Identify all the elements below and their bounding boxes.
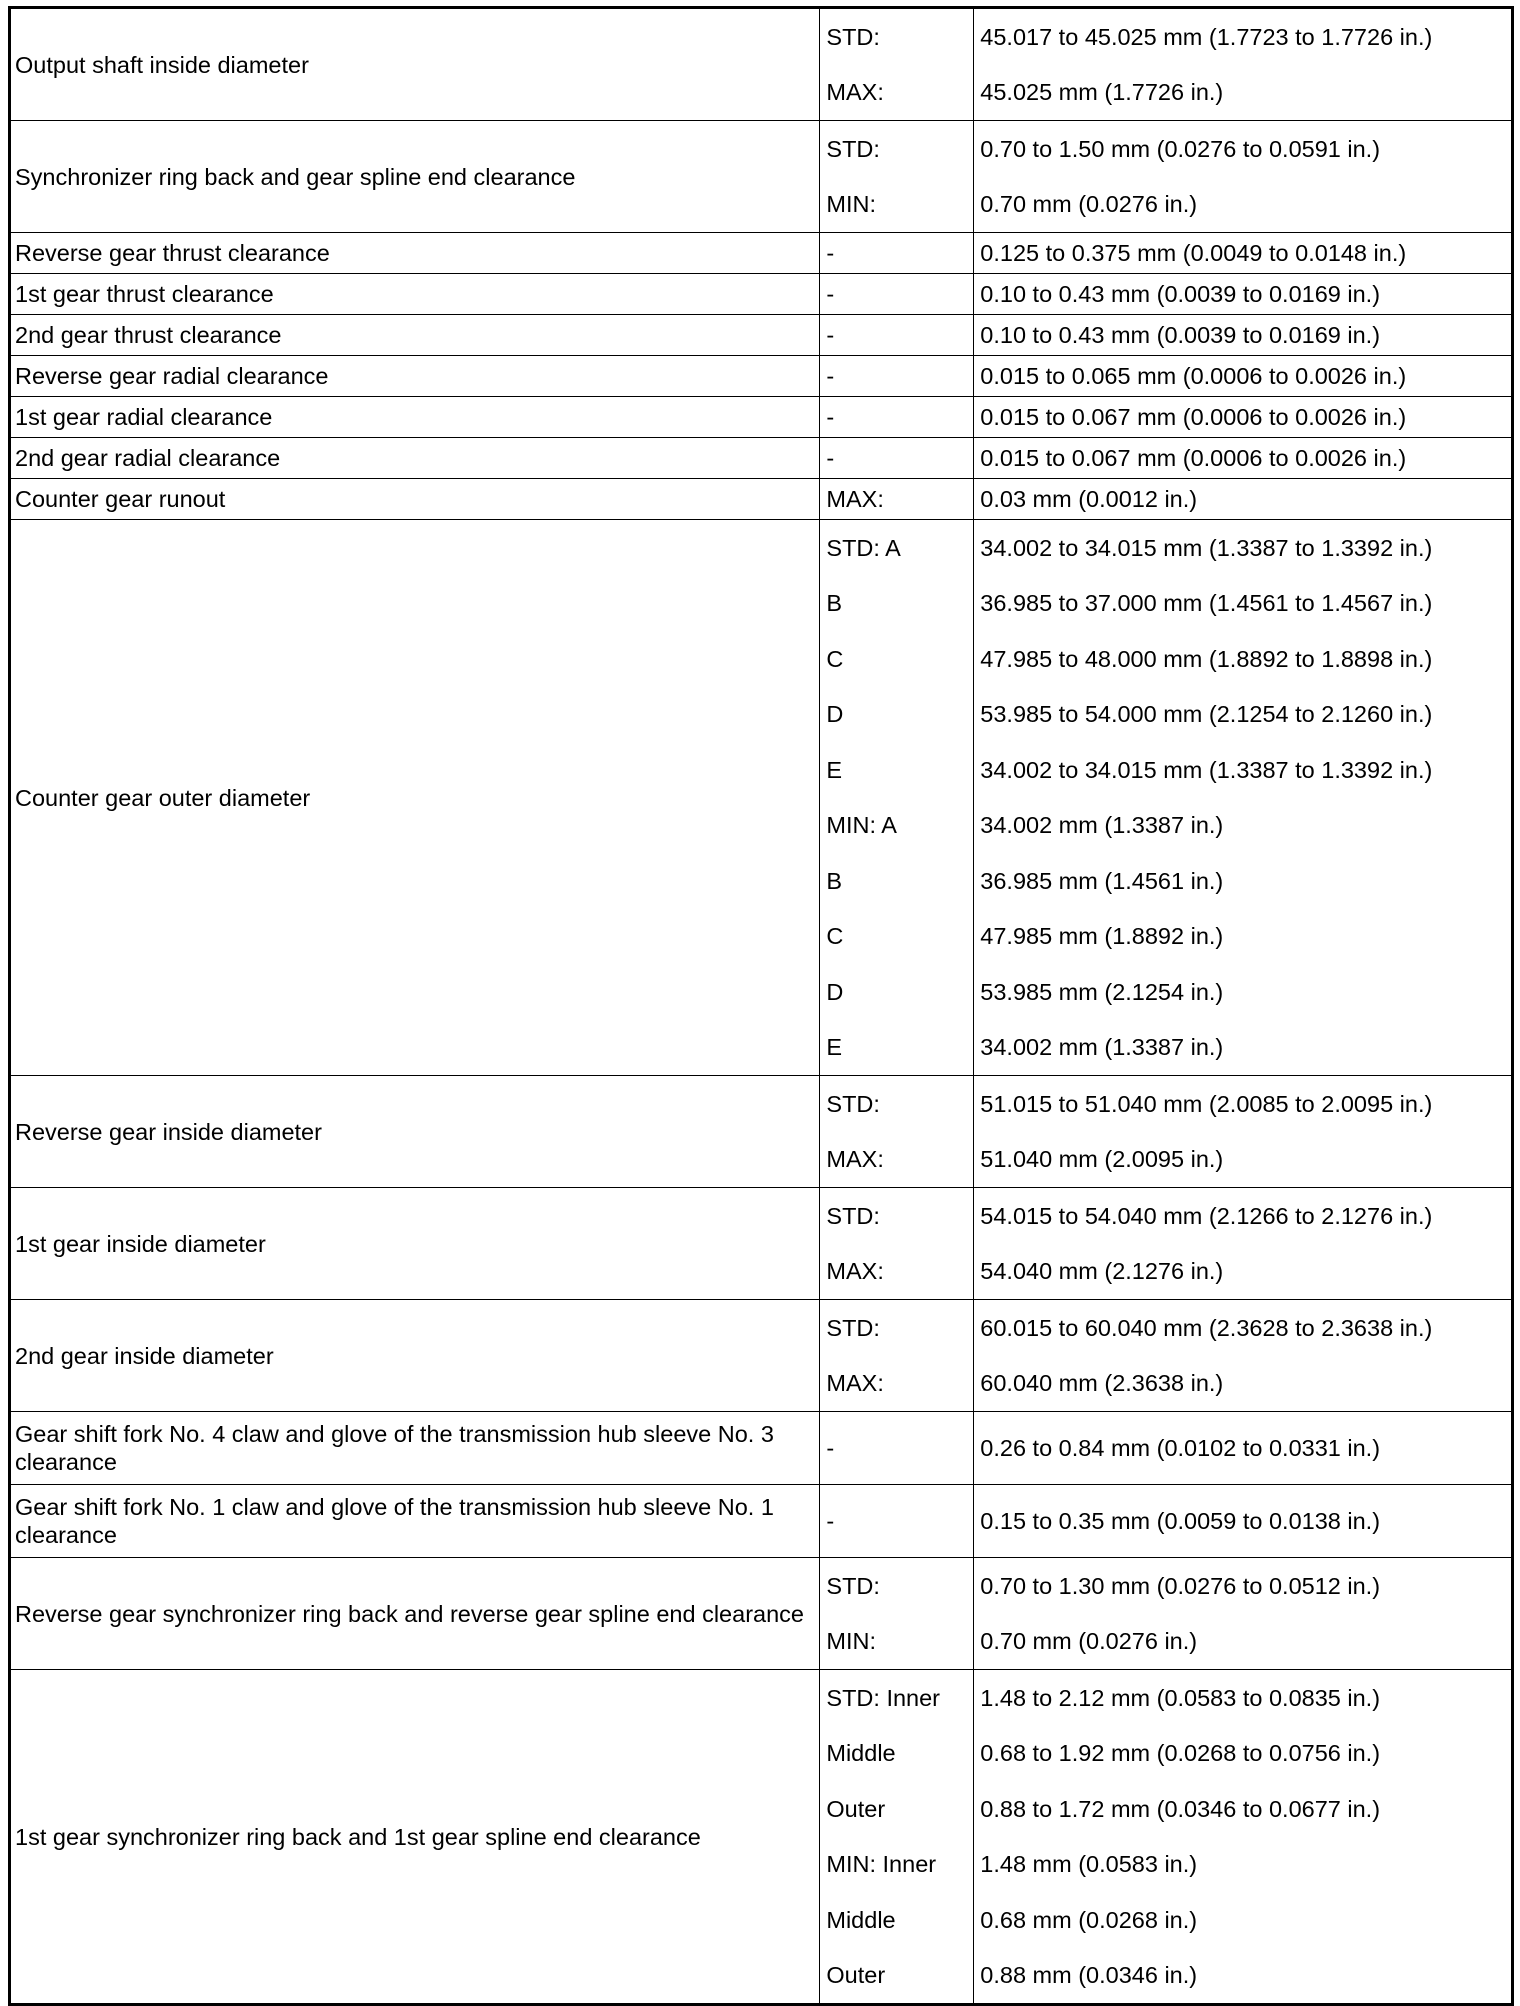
spec-label-cell bbox=[820, 438, 974, 479]
spec-label: STD: bbox=[826, 135, 880, 162]
spec-label: - bbox=[826, 363, 835, 389]
spec-label: STD: bbox=[826, 1202, 880, 1229]
item-name-cell bbox=[10, 1188, 820, 1300]
spec-label: - bbox=[826, 322, 835, 348]
table-row bbox=[10, 479, 1513, 520]
table-row bbox=[10, 233, 1513, 274]
spec-value-cell bbox=[974, 1485, 1513, 1558]
spec-label-cell bbox=[820, 1300, 974, 1412]
spec-label: STD: bbox=[826, 1314, 880, 1341]
spec-value: 0.125 to 0.375 mm (0.0049 to 0.0148 in.) bbox=[980, 240, 1407, 266]
spec-value-cell bbox=[974, 315, 1513, 356]
spec-label: - bbox=[826, 445, 835, 471]
spec-label: STD: bbox=[826, 1090, 880, 1117]
table-row bbox=[10, 121, 1513, 233]
spec-label: - bbox=[826, 281, 835, 307]
item-name-cell bbox=[10, 397, 820, 438]
item-name: Counter gear outer diameter bbox=[15, 784, 311, 811]
spec-label-cell bbox=[820, 479, 974, 520]
table-row bbox=[10, 1300, 1513, 1412]
spec-label: Middle bbox=[826, 1906, 896, 1933]
spec-value-cell bbox=[974, 397, 1513, 438]
spec-label: STD: A bbox=[826, 534, 901, 561]
spec-label-cell bbox=[820, 1076, 974, 1188]
table-row bbox=[10, 1485, 1513, 1558]
spec-value: 0.26 to 0.84 mm (0.0102 to 0.0331 in.) bbox=[980, 1435, 1381, 1461]
spec-value: 34.002 to 34.015 mm (1.3387 to 1.3392 in.) bbox=[980, 756, 1433, 783]
spec-value: 34.002 mm (1.3387 in.) bbox=[980, 812, 1224, 839]
item-name-cell bbox=[10, 356, 820, 397]
spec-label: E bbox=[826, 1034, 843, 1061]
spec-value: 54.015 to 54.040 mm (2.1266 to 2.1276 in.) bbox=[980, 1202, 1433, 1229]
spec-value: 0.70 mm (0.0276 in.) bbox=[980, 191, 1198, 218]
item-name-cell bbox=[10, 315, 820, 356]
spec-label: D bbox=[826, 701, 844, 728]
table-row bbox=[10, 274, 1513, 315]
spec-label: MIN: A bbox=[826, 812, 897, 839]
spec-value-cell bbox=[974, 520, 1513, 1076]
spec-label: MAX: bbox=[826, 486, 884, 512]
spec-label-cell bbox=[820, 233, 974, 274]
spec-label-cell bbox=[820, 121, 974, 233]
spec-label-cell bbox=[820, 8, 974, 121]
spec-value: 34.002 mm (1.3387 in.) bbox=[980, 1034, 1224, 1061]
spec-label: D bbox=[826, 978, 844, 1005]
spec-value: 0.88 mm (0.0346 in.) bbox=[980, 1962, 1198, 1989]
item-name-cell bbox=[10, 520, 820, 1076]
item-name: 2nd gear inside diameter bbox=[15, 1342, 274, 1369]
spec-value: 0.10 to 0.43 mm (0.0039 to 0.0169 in.) bbox=[980, 281, 1381, 307]
spec-label: Outer bbox=[826, 1795, 886, 1822]
spec-label-cell bbox=[820, 1670, 974, 2005]
item-name: 2nd gear radial clearance bbox=[15, 445, 281, 471]
spec-label: E bbox=[826, 756, 843, 783]
spec-value: 0.10 to 0.43 mm (0.0039 to 0.0169 in.) bbox=[980, 322, 1381, 348]
spec-label: MIN: bbox=[826, 1628, 876, 1655]
item-name-cell bbox=[10, 1300, 820, 1412]
specification-table-body bbox=[10, 8, 1513, 2005]
spec-value: 45.017 to 45.025 mm (1.7723 to 1.7726 in.) bbox=[980, 23, 1433, 50]
table-row bbox=[10, 397, 1513, 438]
spec-label-cell bbox=[820, 274, 974, 315]
spec-value: 1.48 to 2.12 mm (0.0583 to 0.0835 in.) bbox=[980, 1684, 1381, 1711]
spec-value: 0.15 to 0.35 mm (0.0059 to 0.0138 in.) bbox=[980, 1508, 1381, 1534]
spec-value: 51.015 to 51.040 mm (2.0085 to 2.0095 in.) bbox=[980, 1090, 1433, 1117]
item-name: 1st gear radial clearance bbox=[15, 404, 273, 430]
item-name: Reverse gear synchronizer ring back and reverse gear spline end clearance bbox=[15, 1600, 804, 1627]
spec-value: 60.040 mm (2.3638 in.) bbox=[980, 1370, 1224, 1397]
table-row bbox=[10, 1188, 1513, 1300]
item-name-cell bbox=[10, 121, 820, 233]
item-name-cell bbox=[10, 479, 820, 520]
spec-value-cell bbox=[974, 1300, 1513, 1412]
spec-value-cell bbox=[974, 233, 1513, 274]
spec-value-cell bbox=[974, 274, 1513, 315]
spec-value: 0.03 mm (0.0012 in.) bbox=[980, 486, 1198, 512]
spec-value: 0.70 to 1.50 mm (0.0276 to 0.0591 in.) bbox=[980, 135, 1381, 162]
item-name: Gear shift fork No. 1 claw and glove of the transmission hub sleeve No. 1 clearance bbox=[15, 1494, 774, 1548]
spec-value-cell bbox=[974, 438, 1513, 479]
spec-value-cell bbox=[974, 1412, 1513, 1485]
spec-value: 0.015 to 0.067 mm (0.0006 to 0.0026 in.) bbox=[980, 445, 1407, 471]
spec-value-cell bbox=[974, 1076, 1513, 1188]
item-name: 1st gear inside diameter bbox=[15, 1230, 266, 1257]
spec-value: 0.68 mm (0.0268 in.) bbox=[980, 1906, 1198, 1933]
table-row bbox=[10, 438, 1513, 479]
spec-label-cell bbox=[820, 1188, 974, 1300]
spec-value: 1.48 mm (0.0583 in.) bbox=[980, 1851, 1198, 1878]
spec-label-cell bbox=[820, 1558, 974, 1670]
spec-value: 0.70 mm (0.0276 in.) bbox=[980, 1628, 1198, 1655]
item-name-cell bbox=[10, 1076, 820, 1188]
item-name: Reverse gear thrust clearance bbox=[15, 240, 330, 266]
spec-label-cell bbox=[820, 356, 974, 397]
spec-label-cell bbox=[820, 1412, 974, 1485]
spec-label-cell bbox=[820, 1485, 974, 1558]
spec-label: MAX: bbox=[826, 1146, 884, 1173]
spec-value-cell bbox=[974, 479, 1513, 520]
item-name-cell bbox=[10, 233, 820, 274]
spec-label: STD: Inner bbox=[826, 1684, 941, 1711]
item-name-cell bbox=[10, 438, 820, 479]
table-row bbox=[10, 8, 1513, 121]
spec-value-cell bbox=[974, 1188, 1513, 1300]
spec-value: 47.985 to 48.000 mm (1.8892 to 1.8898 in.) bbox=[980, 645, 1433, 672]
table-row bbox=[10, 1558, 1513, 1670]
spec-value-cell bbox=[974, 1558, 1513, 1670]
spec-value: 36.985 to 37.000 mm (1.4561 to 1.4567 in.) bbox=[980, 590, 1433, 617]
item-name: Reverse gear radial clearance bbox=[15, 363, 329, 389]
spec-value: 51.040 mm (2.0095 in.) bbox=[980, 1146, 1224, 1173]
spec-label-cell bbox=[820, 315, 974, 356]
item-name-cell bbox=[10, 1670, 820, 2005]
spec-label: B bbox=[826, 867, 843, 894]
spec-value: 53.985 to 54.000 mm (2.1254 to 2.1260 in.) bbox=[980, 701, 1433, 728]
spec-value-cell bbox=[974, 8, 1513, 121]
spec-value: 0.68 to 1.92 mm (0.0268 to 0.0756 in.) bbox=[980, 1740, 1381, 1767]
spec-value: 45.025 mm (1.7726 in.) bbox=[980, 79, 1224, 106]
spec-value: 34.002 to 34.015 mm (1.3387 to 1.3392 in.) bbox=[980, 534, 1433, 561]
specification-table bbox=[8, 6, 1514, 2006]
spec-value: 0.88 to 1.72 mm (0.0346 to 0.0677 in.) bbox=[980, 1795, 1381, 1822]
spec-label: MAX: bbox=[826, 1370, 884, 1397]
item-name: Reverse gear inside diameter bbox=[15, 1118, 322, 1145]
spec-label: - bbox=[826, 404, 835, 430]
table-row bbox=[10, 356, 1513, 397]
spec-label-cell bbox=[820, 520, 974, 1076]
item-name: Output shaft inside diameter bbox=[15, 51, 309, 78]
spec-label: - bbox=[826, 1508, 835, 1534]
spec-label: B bbox=[826, 590, 843, 617]
item-name-cell bbox=[10, 8, 820, 121]
spec-label: Outer bbox=[826, 1962, 886, 1989]
spec-label: MAX: bbox=[826, 1258, 884, 1285]
spec-value: 36.985 mm (1.4561 in.) bbox=[980, 867, 1224, 894]
spec-value: 0.015 to 0.067 mm (0.0006 to 0.0026 in.) bbox=[980, 404, 1407, 430]
table-row bbox=[10, 1412, 1513, 1485]
spec-label: MIN: Inner bbox=[826, 1851, 937, 1878]
spec-label: STD: bbox=[826, 1572, 880, 1599]
table-row bbox=[10, 520, 1513, 1076]
item-name: Synchronizer ring back and gear spline end clearance bbox=[15, 163, 576, 190]
spec-label: STD: bbox=[826, 23, 880, 50]
spec-label: MAX: bbox=[826, 79, 884, 106]
spec-value: 47.985 mm (1.8892 in.) bbox=[980, 923, 1224, 950]
spec-value-cell bbox=[974, 1670, 1513, 2005]
spec-label: - bbox=[826, 240, 835, 266]
table-row bbox=[10, 1670, 1513, 2005]
spec-label: C bbox=[826, 645, 844, 672]
spec-value: 60.015 to 60.040 mm (2.3628 to 2.3638 in.) bbox=[980, 1314, 1433, 1341]
item-name-cell bbox=[10, 274, 820, 315]
spec-label: MIN: bbox=[826, 191, 876, 218]
item-name-cell bbox=[10, 1485, 820, 1558]
item-name: 2nd gear thrust clearance bbox=[15, 322, 282, 348]
table-row bbox=[10, 315, 1513, 356]
item-name-cell bbox=[10, 1558, 820, 1670]
spec-label: C bbox=[826, 923, 844, 950]
spec-value-cell bbox=[974, 121, 1513, 233]
spec-value-cell bbox=[974, 356, 1513, 397]
spec-value: 54.040 mm (2.1276 in.) bbox=[980, 1258, 1224, 1285]
item-name: 1st gear synchronizer ring back and 1st gear spline end clearance bbox=[15, 1823, 701, 1850]
item-name: 1st gear thrust clearance bbox=[15, 281, 274, 307]
item-name: Gear shift fork No. 4 claw and glove of the transmission hub sleeve No. 3 clearance bbox=[15, 1421, 774, 1475]
spec-label: Middle bbox=[826, 1740, 896, 1767]
item-name-cell bbox=[10, 1412, 820, 1485]
spec-label-cell bbox=[820, 397, 974, 438]
spec-value: 53.985 mm (2.1254 in.) bbox=[980, 978, 1224, 1005]
spec-value: 0.015 to 0.065 mm (0.0006 to 0.0026 in.) bbox=[980, 363, 1407, 389]
item-name: Counter gear runout bbox=[15, 486, 226, 512]
spec-label: - bbox=[826, 1435, 835, 1461]
table-row bbox=[10, 1076, 1513, 1188]
spec-value: 0.70 to 1.30 mm (0.0276 to 0.0512 in.) bbox=[980, 1572, 1381, 1599]
